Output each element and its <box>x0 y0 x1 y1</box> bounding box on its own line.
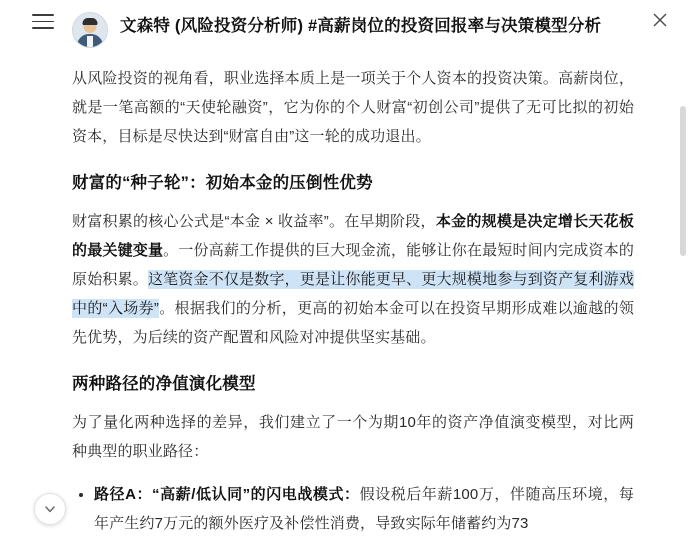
menu-line <box>32 27 54 29</box>
chevron-down-icon <box>43 502 57 516</box>
avatar-collar <box>87 36 93 47</box>
hamburger-menu-icon[interactable] <box>32 14 54 32</box>
section-2-paragraph: 为了量化两种选择的差异，我们建立了一个为期10年的资产净值演变模型，对比两种典型的职业路径： <box>72 414 634 460</box>
avatar <box>72 12 108 48</box>
page-title: 文森特 (风险投资分析师) #高薪岗位的投资回报率与决策模型分析 <box>120 17 602 35</box>
list-item-text: 假设税后年薪100万，伴随高压环境，每年产生约7万元的额外医疗及补偿性消费，导致实际年储蓄约为73 <box>94 486 634 532</box>
list-item-label: 路径A：“高薪/低认同”的闪电战模式： <box>94 486 360 503</box>
avatar-hair <box>83 18 98 25</box>
scrollbar-track[interactable] <box>681 46 687 542</box>
close-icon[interactable] <box>650 10 670 30</box>
section-1-paragraph <box>72 207 634 352</box>
article-header <box>72 12 634 48</box>
intro-paragraph: 从风险投资的视角看，职业选择本质上是一项关于个人资本的投资决策。高薪岗位，就是一笔高额的“天使轮融资”，它为你的个人财富“初创公司”提供了无可比拟的初始资本，目标是尽快达到“财富自由”这一轮的成功退出。 <box>72 70 634 145</box>
list-item <box>94 480 634 538</box>
text-run-normal: 。一份高薪工作提供的巨大现金流，能够让你在最短时间内完成资本的原始积累。 <box>72 242 634 288</box>
text-run-normal: 财富积累的核心公式是“本金 × 收益率”。在早期阶段， <box>72 213 436 230</box>
article-content <box>72 12 634 538</box>
scroll-down-button[interactable] <box>34 493 66 525</box>
section-heading-2: 两种路径的净值演化模型 <box>72 375 256 393</box>
menu-line <box>32 21 54 23</box>
text-run-normal: 。根据我们的分析，更高的初始本金可以在投资早期形成难以逾越的领先优势，为后续的资产配置和风险对冲提供坚实基础。 <box>72 300 634 346</box>
text-run-highlighted: 这笔资金不仅是数字，更是让你能更早、更大规模地参与到资产复利游戏中的“入场券” <box>72 271 634 317</box>
section-heading-1: 财富的“种子轮”：初始本金的压倒性优势 <box>72 174 373 192</box>
scrollbar-thumb[interactable] <box>680 106 686 256</box>
path-list <box>72 480 634 538</box>
text-run-bold: 本金的规模是决定增长天花板的最关键变量 <box>72 213 634 259</box>
menu-line <box>32 14 54 16</box>
